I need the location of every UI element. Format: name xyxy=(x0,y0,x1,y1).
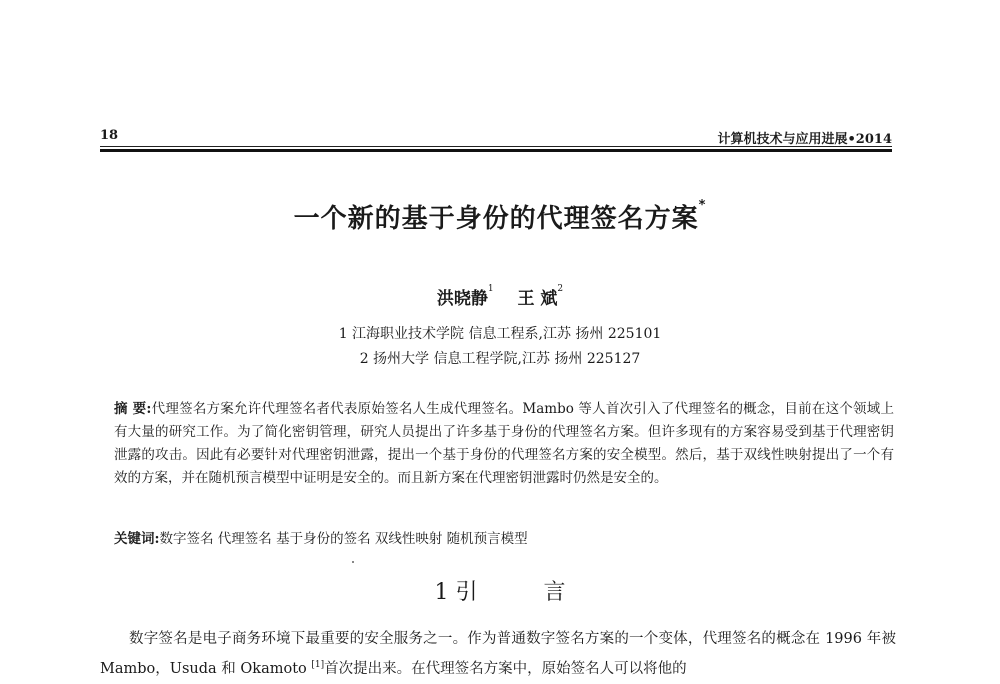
section-number: 1 xyxy=(434,580,449,605)
scan-speck xyxy=(352,561,354,563)
keywords xyxy=(114,527,528,547)
author-affil-mark: 1 xyxy=(487,284,494,294)
abstract-label: 摘 要: xyxy=(114,401,152,417)
abstract xyxy=(114,398,894,490)
section-heading xyxy=(0,575,1000,606)
paper-title-text: 一个新的基于身份的代理签名方案 xyxy=(293,204,699,234)
affiliation: 1 江海职业技术学院 信息工程系,江苏 扬州 225101 xyxy=(338,326,662,342)
header-rule-thin xyxy=(100,146,892,147)
body-text: 首次提出来。在代理签名方案中，原始签名人可以将他的 xyxy=(324,660,687,677)
keywords-label: 关键词: xyxy=(114,531,160,547)
affiliation: 2 扬州大学 信息工程学院,江苏 扬州 225127 xyxy=(359,351,641,367)
author-name: 洪晓静 xyxy=(436,289,488,309)
body-text: 数字签名是电子商务环境下最重要的安全服务之一。作为普通数字签名方案的一个变体，代理签名的概念在 1996 年被 Mambo，Usuda 和 Okamoto xyxy=(100,631,896,677)
page-number: 18 xyxy=(100,128,119,143)
body-paragraph xyxy=(100,626,896,682)
section-title-part: 引 xyxy=(455,580,478,605)
abstract-text: 代理签名方案允许代理签名者代表原始签名人生成代理签名。Mambo 等人首次引入了代理签名的概念，目前在这个领域上有大量的研究工作。为了简化密钥管理，研究人员提出了许多基于身份的代理签名方案。但许多现有的方案容易受到基于代理密钥泄露的攻击。因此有必要针对代理密钥泄露，提出一个基于身份的代理签名方案的安全模型。然后，基于双线性映射提出了一个有效的方案，并在随机预言模型中证明是安全的。而且新方案在代理密钥泄露时仍然是安全的。 xyxy=(114,401,895,486)
citation-ref: [1] xyxy=(311,660,325,670)
paper-title xyxy=(0,198,1000,235)
journal-header: 计算机技术与应用进展•2014 xyxy=(717,132,892,147)
title-footnote-mark: * xyxy=(698,198,707,213)
keywords-text: 数字签名 代理签名 基于身份的签名 双线性映射 随机预言模型 xyxy=(159,531,528,547)
section-title-part: 言 xyxy=(543,580,566,605)
author-affil-mark: 2 xyxy=(557,284,564,294)
author-list xyxy=(0,284,1000,309)
header-rule-thick xyxy=(100,149,892,152)
author-name: 王 斌 xyxy=(517,289,558,309)
